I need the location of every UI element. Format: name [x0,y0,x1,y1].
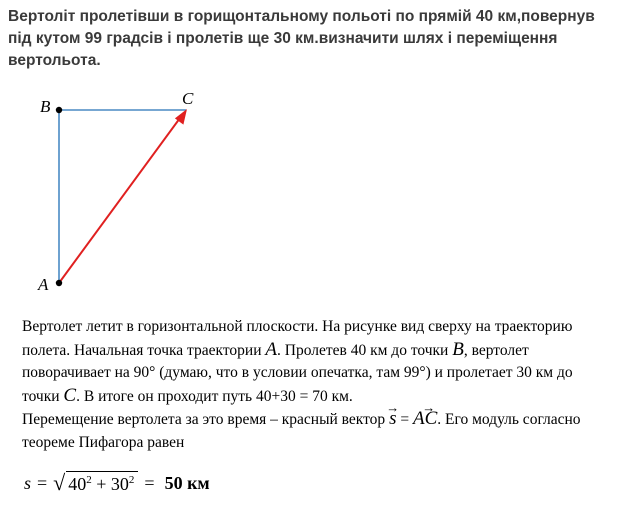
exp-2: 2 [128,474,135,486]
vector-equals: = [400,411,410,428]
answer-part-5: Перемещение вертолета за это время – красный вектор [22,411,390,428]
trajectory-diagram [30,88,220,298]
radical-sign: √ [53,470,66,495]
question-text: Вертоліт пролетівши в горищонтальному польоті по прямій 40 км,повернув під кутом 99 градсів і пролетів ще 30 км.визначити шлях і переміщення вертольота. [8,8,595,69]
exp-1: 2 [86,474,92,486]
plus-sign: + [91,474,111,494]
formula-result: 50 км [164,472,210,493]
var-b: B [452,338,464,360]
label-c: C [182,89,194,108]
answer-part-3: , вертолет поворачивает на 90° (думаю, что в условии опечатка, там 99°) и пролетает 30 км до точки [22,341,573,405]
point-a [56,280,62,286]
formula-equals-2: = [144,472,155,493]
answer-part-1: Вертолет летит в горизонтальной плоскости. На рисунке вид сверху на траекторию полета. Начальная точка траектории [22,318,573,359]
term-1: 40 [68,474,87,494]
square-root [53,470,138,496]
point-b [56,107,62,113]
formula-lhs: s [24,472,32,493]
answer-part-2: . Пролетев 40 км до точки [277,341,453,359]
formula-equals: = [37,472,48,493]
answer-text [22,316,612,454]
pythagoras-formula [24,470,210,496]
label-b: B [40,97,51,116]
answer-part-6: . Его модуль согласно теореме Пифагора равен [22,411,581,451]
var-a: A [265,338,278,360]
term-2: 30 [110,474,129,494]
vector-ac: → AC [413,408,437,431]
answer-part-4: . В итоге он проходит путь 40+30 = 70 км. [76,387,353,405]
label-a: A [38,275,49,294]
vector-s: → s [389,408,396,431]
displacement-vector-ac [59,118,180,283]
radicand [66,471,138,495]
var-c: C [63,384,77,406]
